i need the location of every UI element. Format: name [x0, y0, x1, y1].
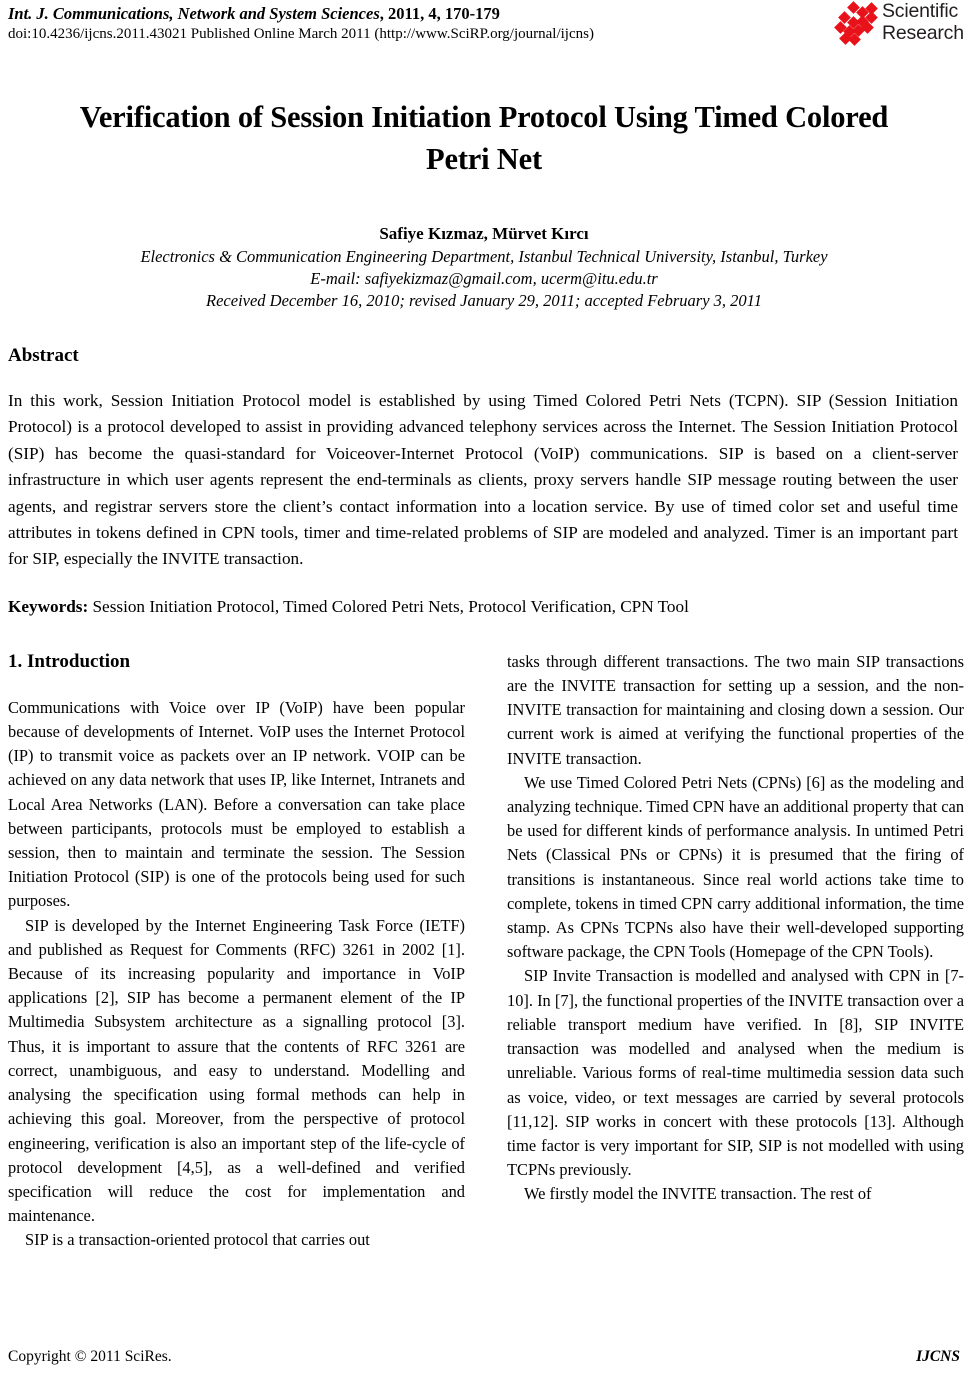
- paragraph: SIP Invite Transaction is modelled and analysed with CPN in [7-10]. In [7], the functional properties of the INVITE transaction over a reliable transport medium have verified. In [8], SIP INVITE transaction was modelled and analysed when the medium is unreliable. Various forms of real-time multimedia session data such as voice, video, or text messages are carried by several protocols [11,12]. SIP works in concert with these protocols [13]. Although time factor is very important for SIP, SIP is not modelled with using TCPNs previously.: [507, 966, 964, 1180]
- submission-dates: Received December 16, 2010; revised January 29, 2011; accepted February 3, 2011: [206, 291, 762, 310]
- paragraph: tasks through different transactions. The two main SIP transactions are the INVITE transaction for setting up a session, and the non-INVITE transaction for maintaining and closing down a session. Our current work is aimed at verifying the functional properties of the INVITE transaction.: [507, 651, 964, 768]
- logo-word-research: Research: [882, 22, 964, 44]
- masthead: [4, 0, 964, 52]
- journal-volume-pages: , 2011, 4, 170-179: [379, 4, 500, 23]
- body-columns: [4, 650, 964, 1253]
- abstract-heading: Abstract: [8, 345, 79, 366]
- paragraph: Communications with Voice over IP (VoIP) have been popular because of developments of Internet. VoIP uses the Internet Protocol (IP) to transmit voice as packets over an IP network. VOIP can be achieved on any data network that uses IP, like Internet, Intranets and Local Area Networks (LAN). Before a conversation can take place between participants, protocols must be employed to establish a session, then to maintain and terminate the session. The Session Initiation Protocol (SIP) is one of the protocols being used for such purposes.: [8, 697, 465, 911]
- logo-word-scientific: Scientific: [882, 0, 959, 22]
- section-heading-introduction: 1. Introduction: [8, 650, 131, 672]
- paragraph: SIP is a transaction-oriented protocol that carries out: [25, 1230, 370, 1250]
- right-column: [507, 650, 964, 1207]
- left-column: [8, 650, 465, 1253]
- author-list: Safiye Kızmaz, Mürvet Kırcı: [379, 224, 589, 243]
- page-footer: [8, 1347, 960, 1367]
- journal-citation-line: [8, 3, 828, 24]
- diamond-cluster-icon: [836, 3, 880, 45]
- journal-name: Int. J. Communications, Network and System Sciences: [8, 4, 380, 23]
- logo-wordmark: [882, 0, 964, 44]
- keywords-line: [8, 594, 958, 620]
- masthead-text: [8, 3, 828, 45]
- paragraph: We use Timed Colored Petri Nets (CPNs) [6] as the modeling and analyzing technique. Timed CPN have an additional property that can be used for different kinds of performance analysis. In untimed Petri Nets (Classical PNs or CPNs) it is presumed that the firing of transitions is instantaneous. Since real world actions take time to complete, tokens in timed CPN carry additional information, the time stamp. As CPNs TCPNs also have their well-developed supporting software package, the CPN Tools (Homepage of the CPN Tools).: [507, 772, 965, 962]
- page-title: Verification of Session Initiation Protocol Using Timed Colored Petri Net: [79, 100, 889, 176]
- keywords-value: Session Initiation Protocol, Timed Colored Petri Nets, Protocol Verification, CPN Tool: [88, 596, 689, 616]
- scientific-research-logo: [834, 1, 964, 47]
- copyright-notice: Copyright © 2011 SciRes.: [8, 1348, 172, 1365]
- journal-abbreviation: IJCNS: [916, 1348, 960, 1365]
- keywords-label: Keywords:: [8, 596, 89, 616]
- doi-line: doi:10.4236/ijcns.2011.43021 Published Online March 2011 (http://www.SciRP.org/journal/ijcns): [8, 26, 594, 42]
- email-line: E-mail: safiyekizmaz@gmail.com, ucerm@itu.edu.tr: [310, 269, 658, 288]
- paragraph: SIP is developed by the Internet Engineering Task Force (IETF) and published as Request for Comments (RFC) 3261 in 2002 [1]. Because of its increasing popularity and importance in VoIP applications [2], SIP has become a permanent element of the IP Multimedia Subsystem architecture as a signalling protocol [3]. Thus, it is important to assure that the contents of RFC 3261 are correct, unambiguous, and easy to understand. Modelling and analysing the specification using formal methods can help in achieving this goal. Moreover, from the perspective of protocol engineering, verification is also an important step of the life-cycle of protocol development [4,5], as a well-defined and verified specification will reduce the cost for implementation and maintenance.: [8, 915, 465, 1226]
- affiliation: Electronics & Communication Engineering Department, Istanbul Technical University, Istanbul, Turkey: [140, 247, 828, 266]
- abstract-body: In this work, Session Initiation Protocol model is established by using Timed Colored Petri Nets (TCPN). SIP (Session Initiation Protocol) is a protocol developed to assist in providing advanced telephony services across the Internet. The Session Initiation Protocol (SIP) has become the quasi-standard for Voiceover-Internet Protocol (VoIP) communications. SIP is based on a client-server infrastructure in which user agents represent the end-terminals as clients, proxy servers handle SIP message routing between the user agents, and registrar servers store the client’s contact information into a location service. By use of timed color set and useful time attributes in tokens defined in CPN tools, timer and time-related problems of SIP are modeled and analyzed. Timer is an important part for SIP, especially the INVITE transaction.: [8, 391, 958, 569]
- paragraph: We firstly model the INVITE transaction. The rest of: [524, 1184, 872, 1204]
